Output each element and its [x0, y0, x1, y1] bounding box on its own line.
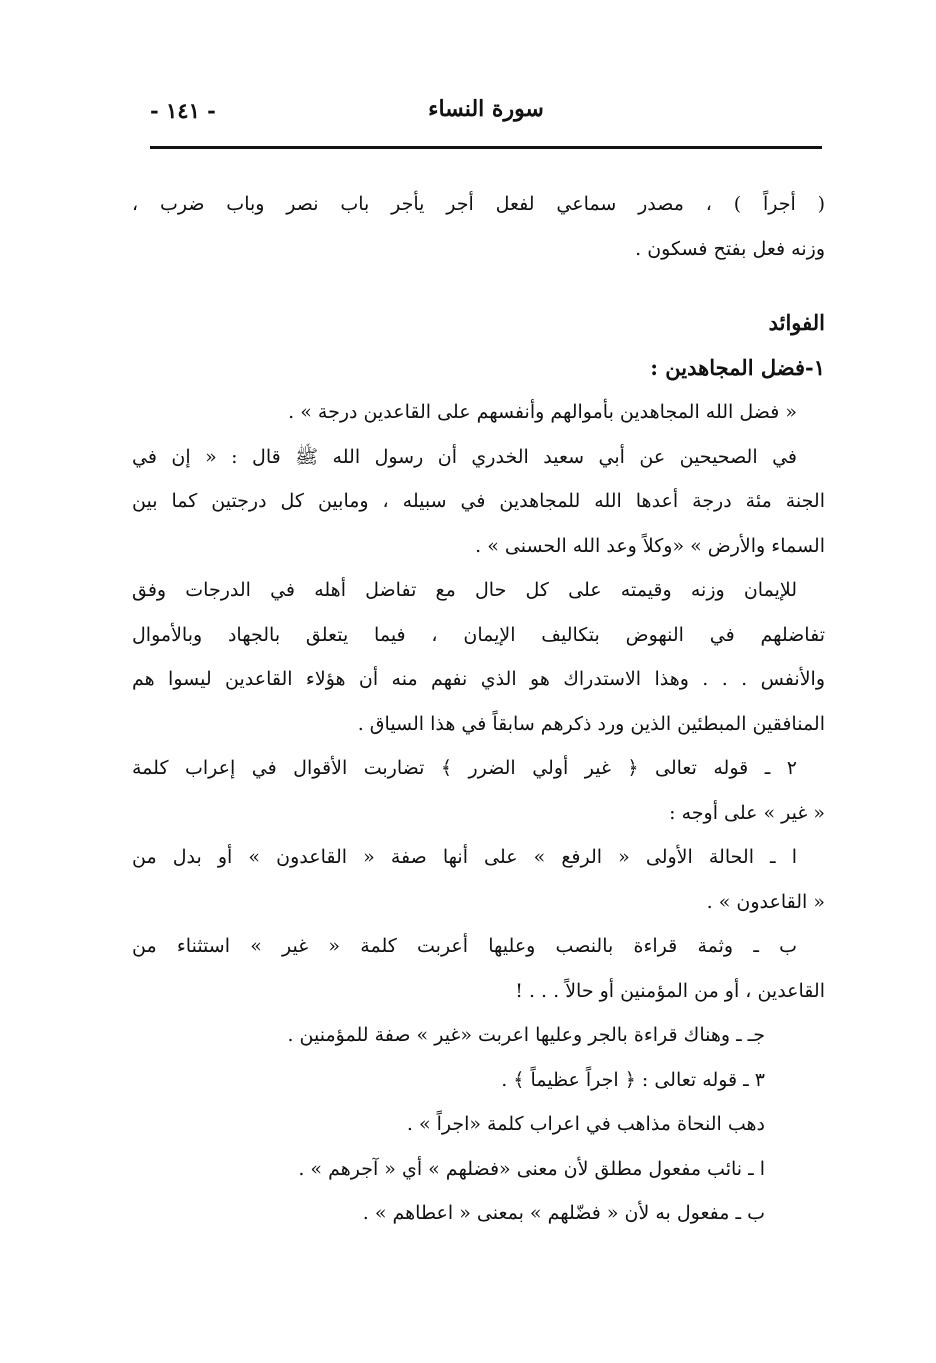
- text-line: ب ـ مفعول به لأن « فضّلهم » بمعنى « اعطاهم » .: [362, 1202, 765, 1224]
- text-line: المنافقين المبطئين الذين ورد ذكرهم سابقاً في هذا السياق .: [357, 712, 825, 735]
- text-line: جـ ـ وهناك قراءة بالجر وعليها اعربت «غير » صفة للمؤمنين .: [287, 1024, 765, 1046]
- text-line: القاعدين ، أو من المؤمنين أو حالاً . . . !: [515, 979, 825, 1002]
- text-line: تفاضلهم في النهوض بتكاليف الإيمان ، فيما يتعلق بالجهاد وبالأموال: [132, 623, 825, 646]
- page-body: [132, 182, 825, 1236]
- text-line: والأنفس . . . وهذا الاستدراك هو الذي نفهم منه أن هؤلاء القاعدين ليسوا هم: [132, 668, 825, 690]
- text-line: ( أجراً ) ، مصدر سماعي لفعل أجر يأجر باب نصر وباب ضرب ،: [132, 193, 825, 215]
- running-title: سورة النساء: [428, 96, 544, 122]
- text-line: ٢ ـ قوله تعالى ﴿ غير أولي الضرر ﴾ تضاربت الأقوال في إعراب كلمة: [132, 757, 797, 779]
- text-line: ب ـ وثمة قراءة بالنصب وعليها أعربت كلمة « غير » استثناء من: [132, 935, 797, 957]
- text-line: للإيمان وزنه وقيمته على كل حال مع تفاضل أهله في الدرجات وفق: [132, 579, 797, 601]
- text-line: ا ـ نائب مفعول مطلق لأن معنى «فضلهم » أي « آجرهم » .: [298, 1157, 765, 1180]
- text-line: ا ـ الحالة الأولى « الرفع » على أنها صفة « القاعدون » أو بدل من: [132, 846, 797, 868]
- page-header: [150, 92, 822, 138]
- text-line: « القاعدون » .: [706, 890, 825, 913]
- section-heading: الفوائد: [768, 310, 825, 335]
- text-line: ٣ ـ قوله تعالى : ﴿ اجراً عظيماً ﴾ .: [501, 1068, 765, 1091]
- quote-line: « فضل الله المجاهدين بأموالهم وأنفسهم على القاعدين درجة » .: [288, 401, 797, 423]
- text-line: السماء والأرض » «وكلاً وعد الله الحسنى » .: [475, 534, 825, 557]
- subheading: ١-فضل المجاهدين :: [650, 354, 825, 380]
- header-rule: [150, 146, 822, 149]
- text-line: وزنه فعل بفتح فسكون .: [635, 237, 825, 260]
- section-gap: [132, 271, 825, 301]
- text-line: دهب النحاة مذاهب في اعراب كلمة «اجراً » .: [406, 1113, 765, 1135]
- text-line: « غير » على أوجه :: [669, 801, 825, 824]
- text-line: في الصحيحين عن أبي سعيد الخدري أن رسول الله ﷺ قال : « إن في: [132, 445, 797, 468]
- page-number: - ١٤١ -: [150, 98, 216, 123]
- text-line: الجنة مئة درجة أعدها الله للمجاهدين في سبيله ، ومابين كل درجتين كما بين: [132, 490, 825, 512]
